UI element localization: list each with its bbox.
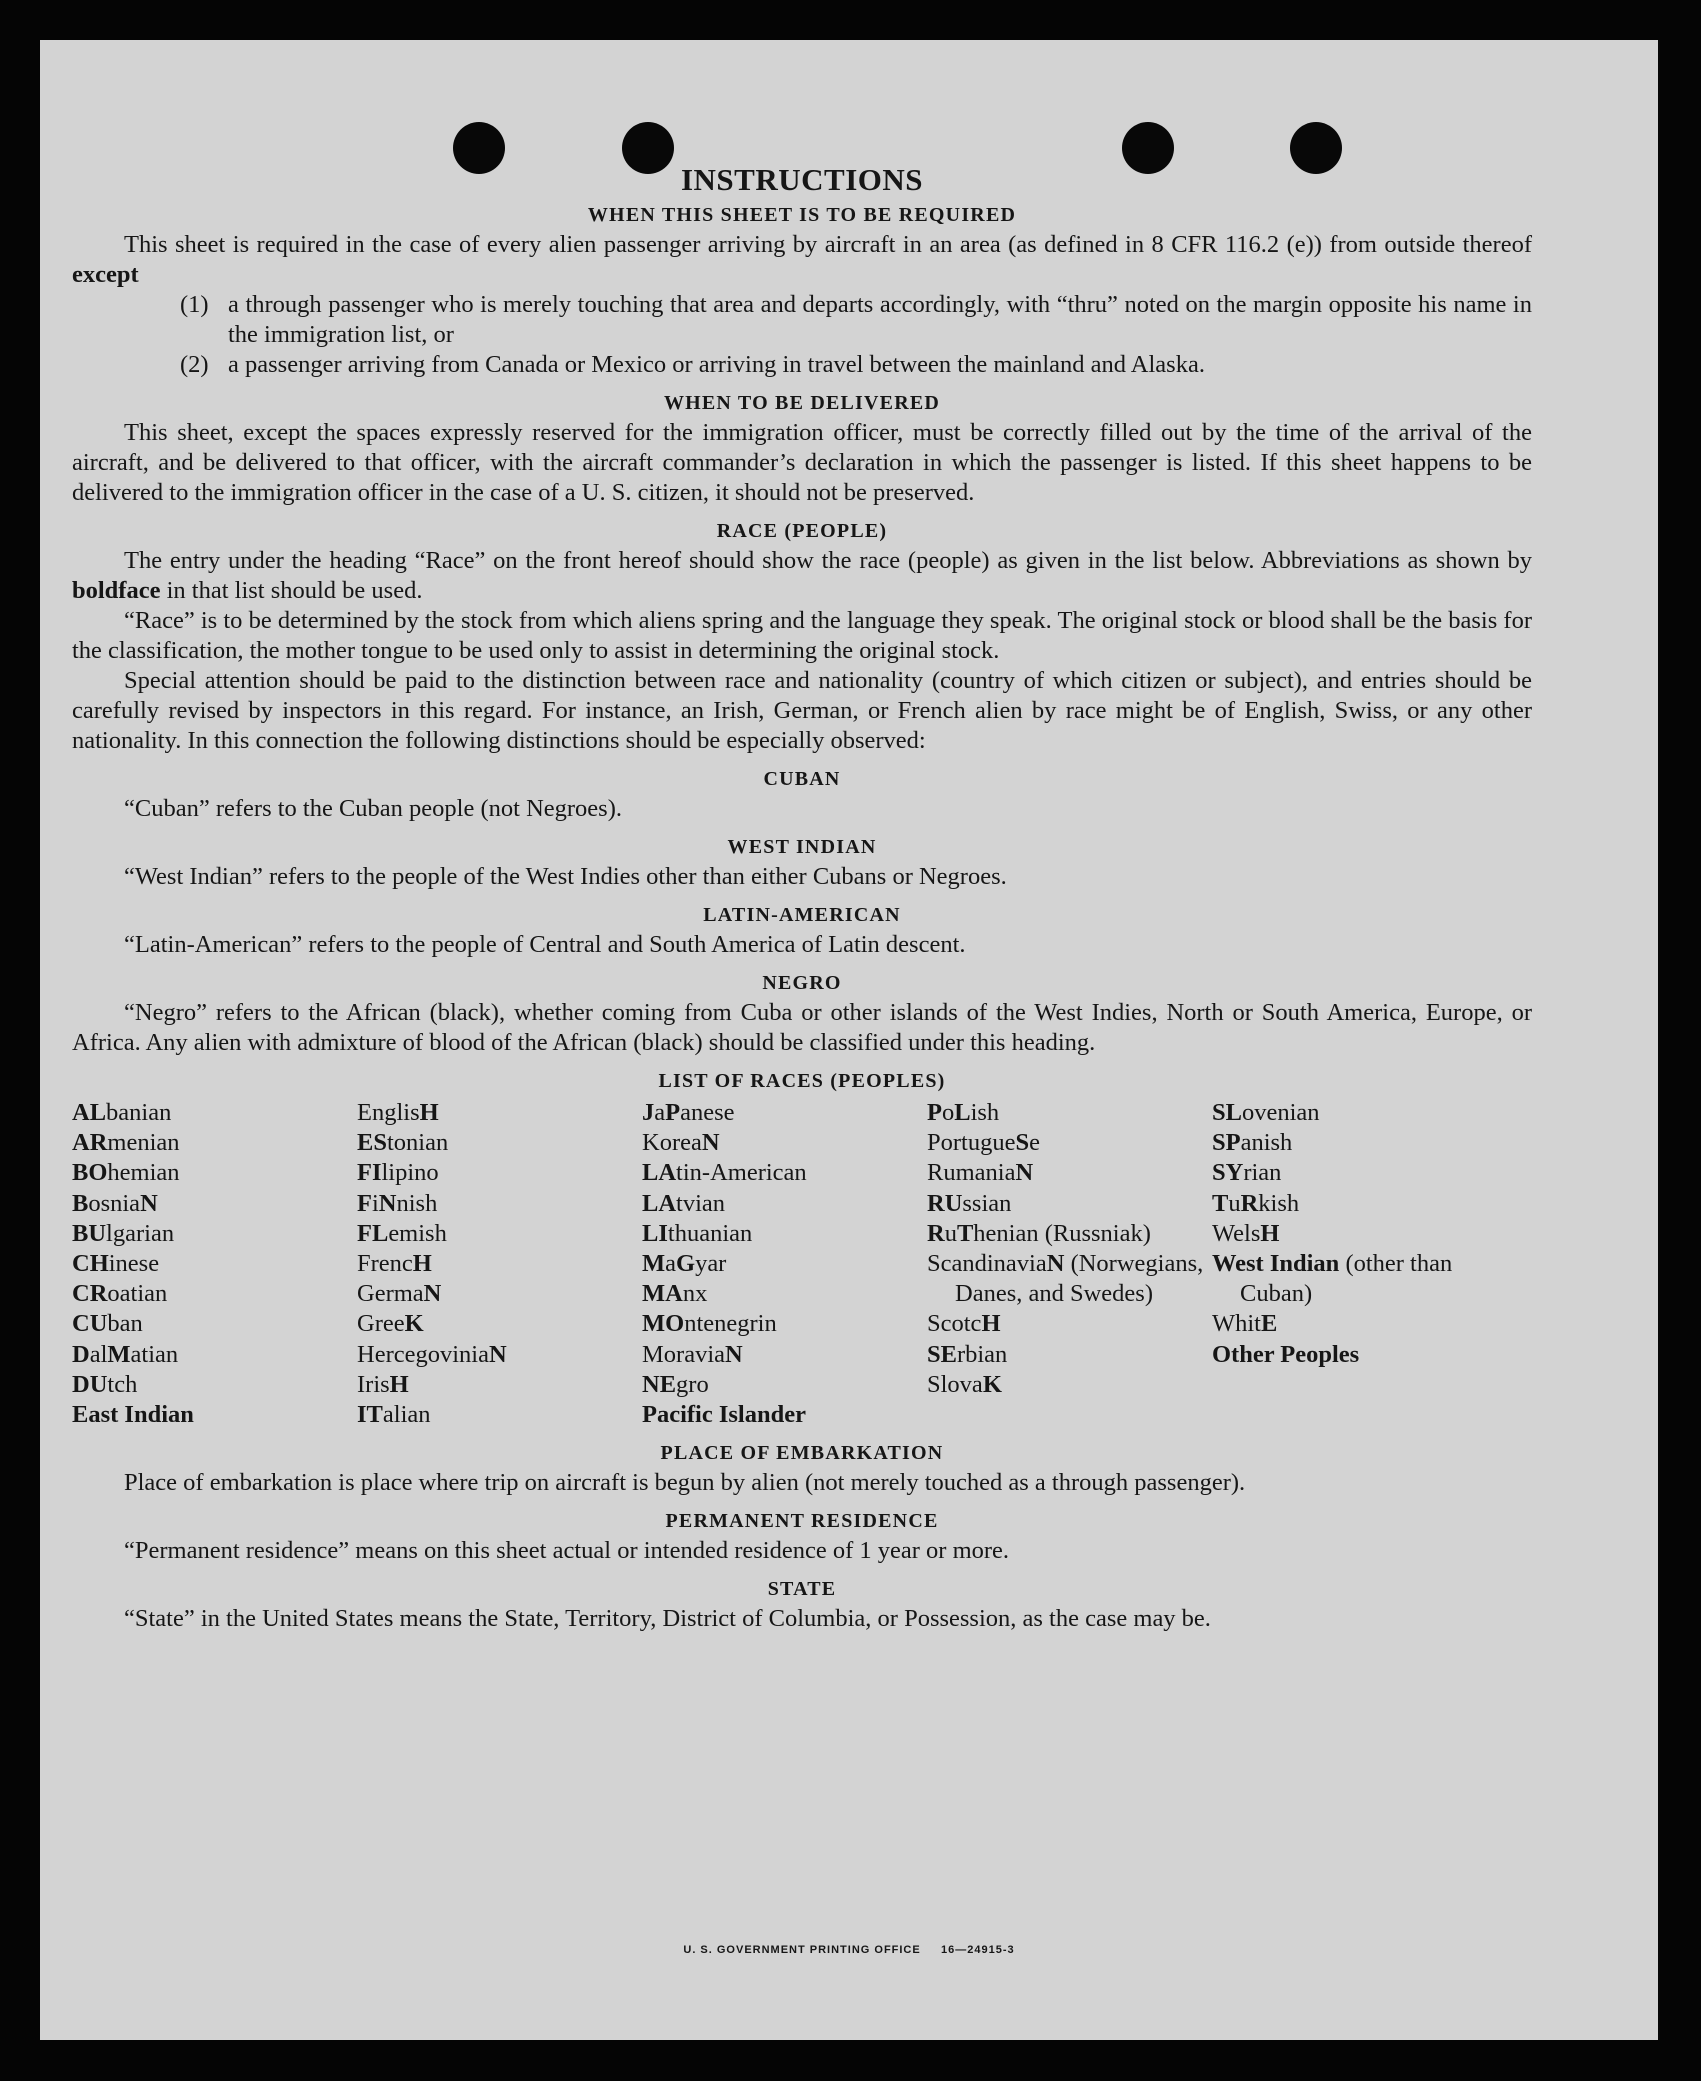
cuban-text: “Cuban” refers to the Cuban people (not Negroes).: [124, 795, 622, 822]
race-paragraph: Special attention should be paid to the distinction between race and nationality (country of which citizen or subject), and entries should be carefully revised by inspectors in this regard. For instance, an Irish, German, or French alien by race might be of English, Swiss, or any other nationality. In this connection the following distinctions should be especially observed:: [72, 667, 1532, 754]
race-entry: RUssian: [927, 1189, 1012, 1217]
race-entry: FLemish: [357, 1219, 447, 1247]
heading-negro: NEGRO: [762, 972, 842, 994]
race-entry: SYrian: [1212, 1159, 1282, 1187]
races-column: [72, 1098, 357, 1430]
races-column: [357, 1098, 642, 1430]
residence-text: “Permanent residence” means on this sheet actual or intended residence of 1 year or more.: [124, 1537, 1010, 1565]
race-entry: MoraviaN: [642, 1340, 743, 1368]
race-entry: KoreaN: [642, 1129, 720, 1157]
race-entry: LAtvian: [642, 1189, 726, 1217]
race-entry: BosniaN: [72, 1189, 158, 1217]
race-entry: ScandinaviaN (Norwegians, Danes, and Swedes): [927, 1250, 1204, 1308]
race-entry: IrisH: [357, 1370, 409, 1398]
required-text: This sheet is required in the case of every alien passenger arriving by aircraft in an area (as defined in 8 CFR 116.2 (e)) from outside thereof except: [72, 231, 1532, 288]
race-entry: West Indian (other than Cuban): [1212, 1250, 1453, 1308]
race-entry: GreeK: [357, 1310, 424, 1338]
race-entry: EStonian: [357, 1129, 449, 1157]
heading-latin-american: LATIN-AMERICAN: [703, 904, 901, 926]
race-entry: JaPanese: [642, 1099, 735, 1126]
race-entry: FIlipino: [357, 1159, 439, 1187]
race-entry: MaGyar: [642, 1250, 727, 1278]
race-entry: CRoatian: [72, 1280, 168, 1308]
race-entry: SErbian: [927, 1340, 1008, 1368]
race-entry: DalMatian: [72, 1340, 179, 1368]
race-entry: Other Peoples: [1212, 1340, 1360, 1368]
race-entry: SlovaK: [927, 1370, 1002, 1398]
race-entry: WhitE: [1212, 1310, 1278, 1338]
race-entry: East Indian: [72, 1401, 194, 1429]
race-paragraph: “Race” is to be determined by the stock from which aliens spring and the language they speak. The original stock or blood shall be the basis for the classification, the mother tongue to be used only to assist in determining the original stock.: [72, 607, 1532, 664]
race-entry: Pacific Islander: [642, 1401, 806, 1429]
heading-race: RACE (PEOPLE): [716, 520, 888, 542]
heading-cuban: CUBAN: [763, 768, 841, 790]
race-entry: BOhemian: [72, 1159, 180, 1187]
race-entry: LAtin-American: [642, 1159, 807, 1187]
negro-text: “Negro” refers to the African (black), whether coming from Cuba or other islands of the West Indies, North or South America, Europe, or Africa. Any alien with admixture of blood of the African (black) should be classified under this heading.: [72, 999, 1532, 1056]
race-entry: NEgro: [642, 1370, 709, 1398]
race-entry: FrencH: [357, 1250, 432, 1278]
required-item: (1) a through passenger who is merely touching that area and departs accordingly, with “thru” noted on the margin opposite his name in the immigration list, or: [180, 291, 1532, 348]
race-entry: GermaN: [357, 1280, 442, 1308]
delivered-text: This sheet, except the spaces expressly reserved for the immigration officer, must be correctly filled out by the time of the arrival of the aircraft, and be delivered to that officer, with the aircraft commander’s declaration in which the passenger is listed. If this sheet happens to be delivered to the immigration officer in the case of a U. S. citizen, it should not be preserved.: [72, 419, 1532, 506]
race-entry: MAnx: [642, 1280, 708, 1308]
heading-west-indian: WEST INDIAN: [727, 836, 877, 858]
heading-delivered: WHEN TO BE DELIVERED: [663, 392, 941, 414]
west-indian-text: “West Indian” refers to the people of the West Indies other than either Cubans or Negroes.: [124, 863, 1007, 890]
race-entry: FiNnish: [357, 1189, 438, 1217]
race-entry: ARmenian: [72, 1129, 180, 1157]
race-entry: EnglisH: [357, 1099, 439, 1126]
race-entry: CHinese: [72, 1250, 160, 1278]
page-title: INSTRUCTIONS: [680, 162, 923, 197]
race-entry: ScotcH: [927, 1310, 1001, 1338]
race-entry: TuRkish: [1212, 1189, 1300, 1217]
printing-office-footer: U. S. GOVERNMENT PRINTING OFFICE 16—24915-3: [683, 1944, 1015, 1956]
race-entry: ITalian: [357, 1401, 431, 1429]
race-entry: SPanish: [1212, 1129, 1293, 1157]
heading-state: STATE: [767, 1578, 837, 1601]
races-list: [72, 1098, 1532, 1430]
race-entry: SLovenian: [1212, 1099, 1320, 1126]
race-entry: ALbanian: [72, 1099, 172, 1126]
race-entry: LIthuanian: [642, 1219, 753, 1247]
embarkation-text: Place of embarkation is place where trip on aircraft is begun by alien (not merely touched as a through passenger).: [124, 1469, 1246, 1497]
race-entry: RumaniaN: [927, 1159, 1034, 1187]
races-column: [1212, 1098, 1502, 1430]
race-entry: DUtch: [72, 1370, 138, 1398]
races-column: [642, 1098, 927, 1430]
state-text: “State” in the United States means the State, Territory, District of Columbia, or Possession, as the case may be.: [124, 1605, 1211, 1633]
race-entry: PoLish: [927, 1099, 1000, 1126]
race-paragraph: The entry under the heading “Race” on the front hereof should show the race (people) as given in the list below. Abbreviations as shown by boldface in that list should be used.: [72, 547, 1532, 604]
race-entry: RuThenian (Russniak): [927, 1219, 1151, 1247]
race-entry: MOntenegrin: [642, 1310, 777, 1338]
race-entry: PortugueSe: [927, 1129, 1040, 1157]
race-entry: BUlgarian: [72, 1219, 175, 1247]
document-sheet: [40, 40, 1658, 2040]
race-entry: CUban: [72, 1310, 143, 1338]
latin-american-text: “Latin-American” refers to the people of Central and South America of Latin descent.: [124, 931, 966, 958]
heading-residence: PERMANENT RESIDENCE: [665, 1510, 939, 1533]
heading-embarkation: PLACE OF EMBARKATION: [660, 1442, 944, 1465]
heading-required: WHEN THIS SHEET IS TO BE REQUIRED: [587, 204, 1017, 226]
heading-list-of-races: LIST OF RACES (PEOPLES): [658, 1070, 946, 1092]
instructions-body: [72, 162, 1532, 1634]
required-item: (2) a passenger arriving from Canada or Mexico or arriving in travel between the mainland and Alaska.: [180, 351, 1205, 378]
race-entry: WelsH: [1212, 1219, 1280, 1247]
race-entry: HercegoviniaN: [357, 1340, 507, 1368]
races-column: [927, 1098, 1212, 1430]
